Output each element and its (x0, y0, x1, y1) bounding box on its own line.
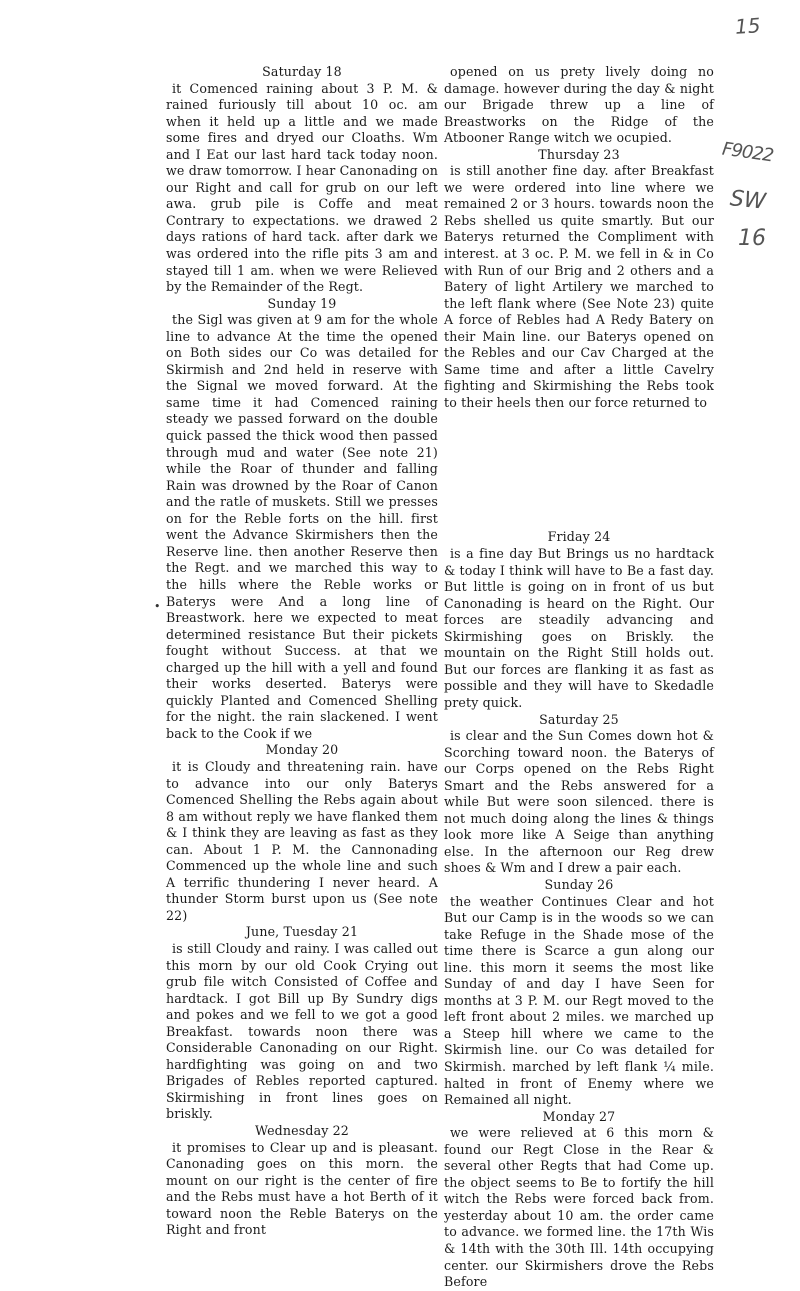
handwritten-number: 16 (738, 226, 766, 251)
entry-text: opened on us prety lively doing no damage. however during the day & night our Brigade threw up a line of Breastworks on the Ridge of the Atbooner Range witch we ocupied. (444, 64, 714, 146)
entry-heading: Sunday 26 (544, 876, 614, 892)
entry-text: is clear and the Sun Comes down hot & Scorching toward noon. the Baterys of our Corps opened on the Rebs Right Smart and the Rebs answered for a while But were soon silenced. there is not much doing along the lines & things look more like A Seige than anything else. In the afternoon our Reg drew shoes & Wm and I drew a pair each. (444, 728, 714, 876)
entry-heading: Monday 20 (265, 742, 339, 758)
entry-heading: Monday 27 (542, 1108, 616, 1124)
entry-text: is still another fine day. after Breakfast we were ordered into line where we remained 2 or 3 hours. towards noon the Rebs shelled us quite smartly. But our Baterys returned the Compliment with interest. at 3 oc. P. M. we fell in & in Co with Run of our Brig and 2 others and a Batery of light Artilery we marched to the left flank where (See Note 23) quite A force of Rebles had A Redy Batery on their Main line. our Baterys opened on the Rebles and our Cav Charged at the Same time and after a little Cavelry fighting and Skirmishing the Rebs took to their heels then our force returned to (444, 163, 714, 410)
entry-text: is still Cloudy and rainy. I was called out this morn by our old Cook Crying out grub file witch Consisted of Coffee and hardtack. I got Bill up By Sundry digs and pokes and we fell to we got a good Breakfast. towards noon there was Considerable Canonading on our Right. hardfighting was going on and two Brigades of Rebles reported captured. Skirmishing in front lines goes on briskly. (166, 940, 438, 1122)
entry-heading: Thursday 23 (538, 146, 620, 162)
entry-text: it promises to Clear up and is pleasant. Canonading goes on this morn. the mount on our right is the center of fire and the Rebs must have a hot Berth of it toward noon the Reble Baterys on the Right and front (166, 1139, 438, 1238)
entry-text: the weather Continues Clear and hot But our Camp is in the woods so we can take Refuge in the Shade mose of the time there is Scarce a gun along our line. this morn it seems the most like Sunday of and day I have Seen for months at 3 P. M. our Regt moved to the left front about 2 miles. we marched up a Steep hill where we came to the Skirmish line. our Co was detailed for Skirmish. marched by left flank ¼ mile. halted in front of Enemy where we Remained all night. (444, 893, 714, 1108)
entry-text: it Comenced raining about 3 P. M. & rained furiously till about 10 oc. am when it held up a little and we made some fires and dryed our Cloaths. Wm and I Eat our last hard tack today noon. we draw tomorrow. I hear Canonading on our Right and call for grub on our left awa. grub pile is Coffe and meat Contrary to expectations. we drawed 2 days rations of hard tack. after dark we was ordered into the rifle pits 3 am and stayed till 1 am. when we were Relieved by the Remainder of the Regt. (166, 80, 438, 295)
entry-text: is a fine day But Brings us no hardtack & today I think will have to Be a fast day. But little is going on in front of us but Canonading is heard on the Right. Our forces are steadily advancing and Skirmishing goes on Briskly. the mountain on the Right Still holds out. But our forces are flanking it as fast as possible and they will have to Skedadle prety quick. (444, 546, 714, 710)
column-gap (444, 411, 714, 529)
entry-heading: Wednesday 22 (255, 1123, 349, 1138)
entry-heading: Saturday 25 (539, 711, 619, 727)
handwritten-catalog-id: F9022 (720, 138, 775, 167)
entry-heading: Friday 24 (547, 529, 611, 545)
entry-text: the Sigl was given at 9 am for the whole line to advance At the time the opened on Both sides our Co was detailed for Skirmish and 2nd held in reserve with the Signal we moved forward. At the same time it had Comenced raining steady we passed forward on the double quick passed the thick wood then passed through mud and water (See note 21) while the Roar of thunder and falling Rain was drowned by the Roar of Canon and the ratle of muskets. Still we presses on for the Reble forts on the hill. first went the Advance Skirmishers then the Reserve line. then another Reserve then the Regt. and we marched this way to the hills where the Reble works or Baterys were And a long line of Breastwork. here we expected to meat determined resistance But their pickets fought without Success. at that we charged up the hill with a yell and found their works deserted. Baterys were quickly Planted and Comenced Shelling for the night. the rain slackened. I went back to the Cook if we (166, 312, 438, 741)
left-column (166, 64, 438, 1239)
right-column (444, 64, 714, 1291)
entry-text: we were relieved at 6 this morn & found our Regt Close in the Rear & several other Regts that had Come up. the object seems to Be to fortify the hill witch the Rebs were forced back from. yesterday about 10 am. the order came to advance. we formed line. the 17th Wis & 14th with the 30th Ill. 14th occupying center. our Skirmishers drove the Rebs Before (444, 1125, 714, 1290)
margin-mark: • (154, 600, 161, 613)
entry-heading: Saturday 18 (262, 64, 342, 79)
handwritten-series: SW (728, 186, 767, 215)
entry-heading: Sunday 19 (267, 295, 337, 311)
entry-text: it is Cloudy and threatening rain. have to advance into our only Baterys Comenced Shelling the Rebs again about 8 am without reply we have flanked them & I think they are leaving as fast as they can. About 1 P. M. the Cannonading Commenced up the whole line and such A terrific thundering I never heard. A thunder Storm burst upon us (See note 22) (166, 758, 438, 923)
handwritten-page-number: 15 (734, 13, 762, 39)
entry-heading: June, Tuesday 21 (245, 924, 359, 940)
